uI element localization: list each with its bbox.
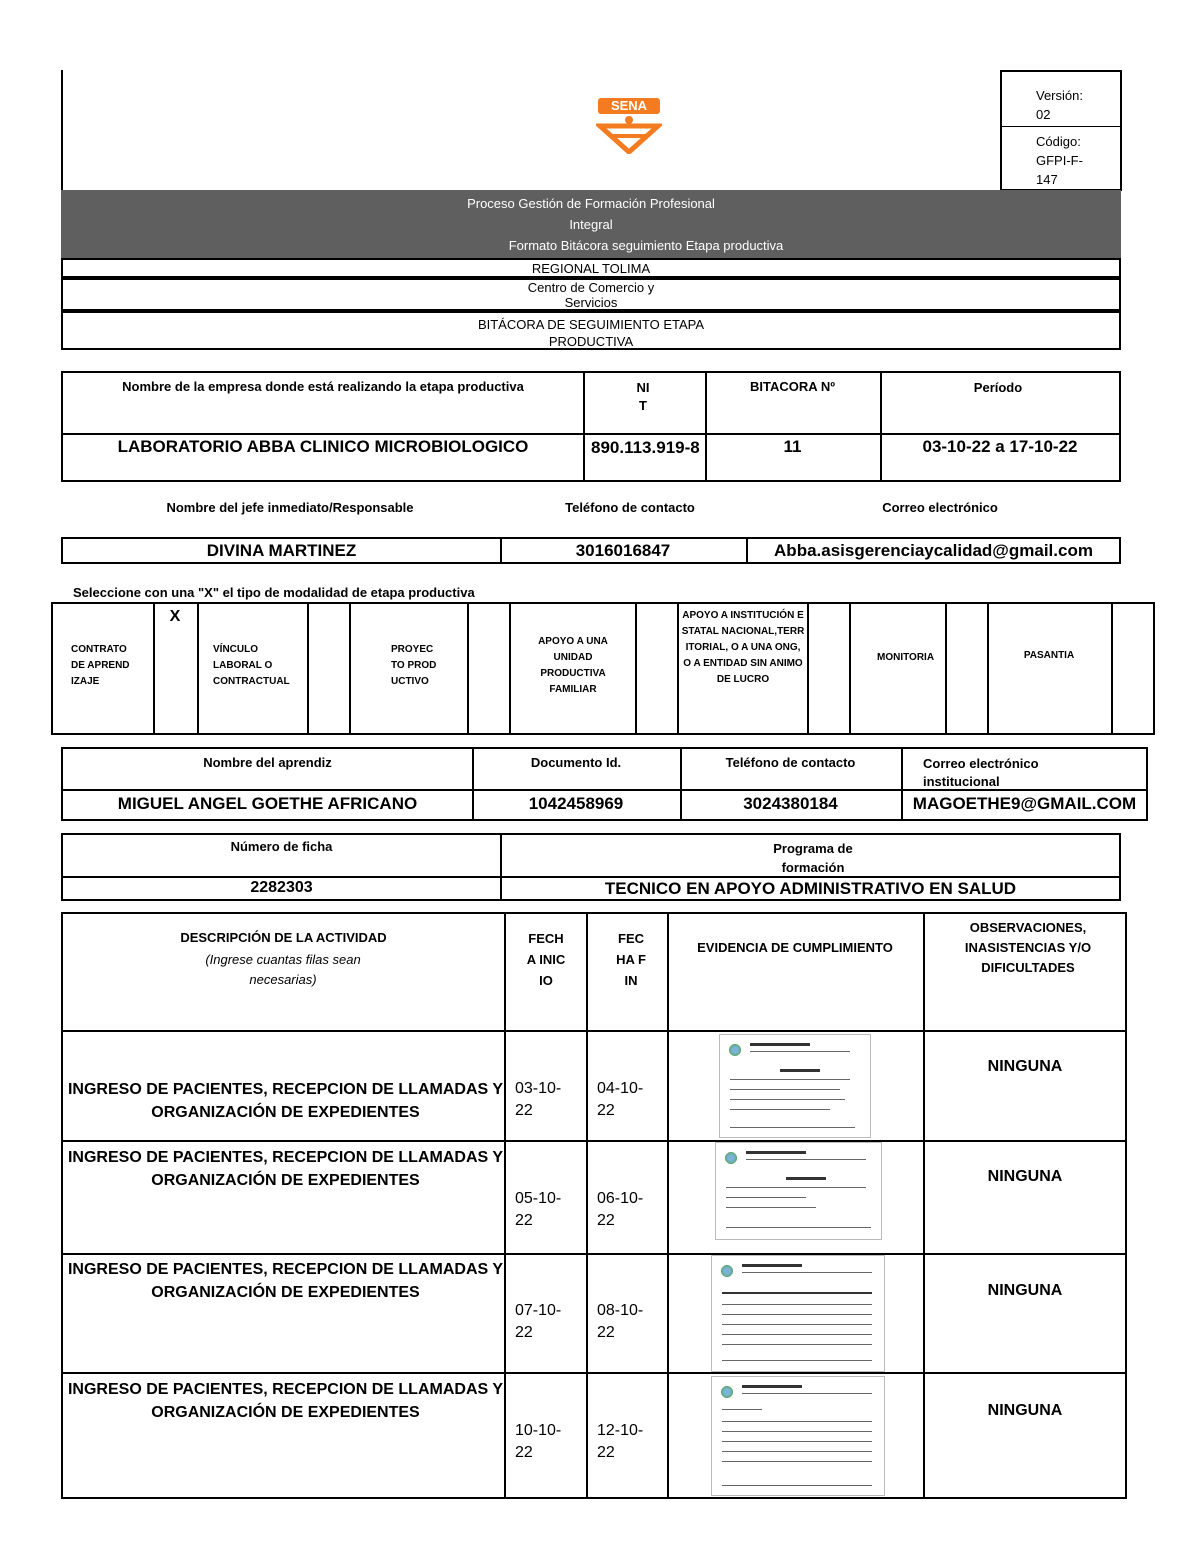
bitacora-title-row — [61, 311, 1121, 350]
mod-div — [349, 604, 351, 733]
evidence-logo-icon — [720, 1264, 734, 1278]
activity-row-2-desc: INGRESO DE PACIENTES, RECEPCION DE LLAMADAS Y ORGANIZACIÓN DE EXPEDIENTES — [67, 1149, 503, 1189]
activities-table — [61, 912, 1127, 1499]
centro-text: Centro de Comercio y Servicios — [527, 280, 655, 310]
nit-label: NIT — [636, 380, 650, 413]
version-divider — [1002, 126, 1120, 127]
boss-name-label: Nombre del jefe inmediato/Responsable — [166, 500, 414, 515]
activity-row-4-end: 12-10-22 — [597, 1422, 644, 1461]
program-label: Programa de formación — [773, 841, 853, 875]
boss-table — [61, 537, 1121, 564]
process-line-2: Integral — [569, 217, 613, 232]
activity-row-3-obs: NINGUNA — [987, 1282, 1063, 1299]
act-row-div — [63, 1372, 1125, 1374]
evidence-header: EVIDENCIA DE CUMPLIMIENTO — [697, 940, 893, 955]
boss-email-label: Correo electrónico — [882, 500, 998, 515]
activity-row-1-desc: INGRESO DE PACIENTES, RECEPCION DE LLAMADAS Y ORGANIZACIÓN DE EXPEDIENTES — [67, 1081, 503, 1121]
mod-div — [467, 604, 469, 733]
boss-phone-value: 3016016847 — [575, 541, 671, 560]
mod-div — [307, 604, 309, 733]
company-col-divider-3 — [880, 373, 882, 480]
activity-row-1-obs: NINGUNA — [987, 1058, 1063, 1075]
start-date-header: FECHA INICIO — [526, 931, 566, 988]
bitacora-num-label: BITACORA Nº — [750, 379, 835, 394]
act-row-div — [63, 1253, 1125, 1255]
mod-div — [635, 604, 637, 733]
act-col-2 — [586, 914, 588, 1497]
modality-option-monitoria: MONITORIA — [877, 652, 935, 663]
periodo-label: Período — [973, 380, 1023, 395]
activity-row-4-evidence-image[interactable] — [711, 1376, 885, 1496]
activity-desc-header: DESCRIPCIÓN DE LA ACTIVIDAD — [180, 930, 387, 945]
company-name-label: Nombre de la empresa donde está realizando la etapa productiva — [122, 379, 524, 394]
company-name-value: LABORATORIO ABBA CLINICO MICROBIOLOGICO — [117, 437, 529, 456]
end-date-header: FECHA FIN — [616, 931, 646, 988]
activity-row-1-evidence-image[interactable] — [719, 1034, 871, 1138]
mod-div — [197, 604, 199, 733]
bitacora-title-text: BITÁCORA DE SEGUIMIENTO ETAPA PRODUCTIVA — [477, 317, 705, 349]
header-left-border — [61, 70, 63, 190]
nit-value: 890.113.919-8 — [591, 438, 700, 457]
mod-div — [509, 604, 511, 733]
apprentice-phone-label: Teléfono de contacto — [725, 755, 856, 770]
apprentice-email-label: Correo electrónico institucional — [923, 756, 1039, 789]
modality-option-vinculo: VÍNCULO LABORAL O CONTRACTUAL — [213, 644, 290, 687]
modality-selected-mark[interactable]: X — [169, 608, 181, 625]
activity-row-1-start: 03-10-22 — [515, 1080, 562, 1119]
apprentice-doc-value: 1042458969 — [528, 794, 624, 813]
version-label: Versión: 02 — [1036, 88, 1083, 122]
modality-option-proyecto: PROYECTO PRODUCTIVO — [391, 644, 437, 687]
apprentice-email-value: MAGOETHE9@GMAIL.COM — [912, 794, 1137, 813]
sena-logo-icon — [596, 114, 662, 154]
activity-desc-note: (Ingrese cuantas filas sean necesarias) — [205, 952, 361, 987]
activity-row-4-desc: INGRESO DE PACIENTES, RECEPCION DE LLAMADAS Y ORGANIZACIÓN DE EXPEDIENTES — [67, 1381, 503, 1421]
program-divider — [63, 876, 1119, 878]
activity-row-3-desc: INGRESO DE PACIENTES, RECEPCION DE LLAMADAS Y ORGANIZACIÓN DE EXPEDIENTES — [67, 1261, 503, 1301]
modality-option-familiar: APOYO A UNA UNIDAD PRODUCTIVA FAMILIAR — [538, 636, 608, 695]
code-label: Código: GFPI-F-147 — [1036, 134, 1083, 187]
mod-div — [849, 604, 851, 733]
boss-email-value: Abba.asisgerenciaycalidad@gmail.com — [774, 541, 1093, 560]
evidence-logo-icon — [728, 1043, 742, 1057]
activity-row-3-evidence-image[interactable] — [711, 1255, 885, 1372]
centro-row — [61, 278, 1121, 311]
regional-text: REGIONAL TOLIMA — [531, 261, 651, 276]
observations-header: OBSERVACIONES, INASISTENCIAS Y/O DIFICULTADES — [964, 920, 1092, 975]
sena-logo-text: SENA — [598, 98, 660, 114]
boss-phone-label: Teléfono de contacto — [565, 500, 695, 515]
modality-option-institucion: APOYO A INSTITUCIÓN ESTATAL NACIONAL,TERRITORIAL, O A UNA ONG, O A ENTIDAD SIN ANIMO DE LUCRO — [681, 610, 805, 685]
ficha-value: 2282303 — [250, 879, 313, 896]
activity-row-4-start: 10-10-22 — [515, 1422, 562, 1461]
activity-row-3-start: 07-10-22 — [515, 1302, 562, 1341]
mod-div — [677, 604, 679, 733]
modality-option-pasantia: PASANTIA — [1023, 650, 1075, 661]
periodo-value: 03-10-22 a 17-10-22 — [922, 437, 1078, 456]
company-col-divider-1 — [583, 373, 585, 480]
apprentice-phone-value: 3024380184 — [743, 794, 838, 813]
activity-row-2-start: 05-10-22 — [515, 1190, 562, 1229]
activity-row-2-obs: NINGUNA — [987, 1168, 1063, 1185]
company-table-divider — [63, 433, 1119, 435]
evidence-logo-icon — [724, 1151, 738, 1165]
process-line-3: Formato Bitácora seguimiento Etapa productiva — [508, 238, 784, 253]
version-box — [1000, 70, 1122, 191]
apprentice-doc-label: Documento Id. — [530, 755, 622, 770]
ficha-label: Número de ficha — [230, 839, 333, 854]
modality-instruction: Seleccione con una "X" el tipo de modalidad de etapa productiva — [73, 585, 475, 600]
company-table — [61, 371, 1121, 482]
activity-row-4-obs: NINGUNA — [987, 1402, 1063, 1419]
program-value: TECNICO EN APOYO ADMINISTRATIVO EN SALUD — [604, 879, 1017, 898]
modality-option-contrato: CONTRATO DE APRENDIZAJE — [71, 644, 130, 687]
act-row-div — [63, 1140, 1125, 1142]
mod-div — [1111, 604, 1113, 733]
apprentice-name-value: MIGUEL ANGEL GOETHE AFRICANO — [117, 794, 418, 813]
activity-row-3-end: 08-10-22 — [597, 1302, 644, 1341]
mod-div — [945, 604, 947, 733]
activity-row-2-end: 06-10-22 — [597, 1190, 644, 1229]
regional-row — [61, 258, 1121, 278]
process-header-band — [61, 190, 1121, 258]
modality-table — [51, 602, 1155, 735]
act-col-1 — [504, 914, 506, 1497]
boss-name-value: DIVINA MARTINEZ — [206, 541, 357, 560]
process-line-1: Proceso Gestión de Formación Profesional — [467, 196, 715, 211]
act-col-3 — [667, 914, 669, 1497]
apprentice-table — [61, 747, 1148, 821]
bitacora-num-value: 11 — [783, 437, 802, 456]
activity-row-2-evidence-image[interactable] — [715, 1142, 882, 1240]
sena-logo — [594, 98, 664, 154]
mod-div — [807, 604, 809, 733]
act-row-div — [63, 1030, 1125, 1032]
apprentice-name-label: Nombre del aprendiz — [203, 755, 332, 770]
activity-row-1-end: 04-10-22 — [597, 1080, 644, 1119]
mod-div — [987, 604, 989, 733]
evidence-logo-icon — [720, 1385, 734, 1399]
program-table — [61, 833, 1121, 901]
